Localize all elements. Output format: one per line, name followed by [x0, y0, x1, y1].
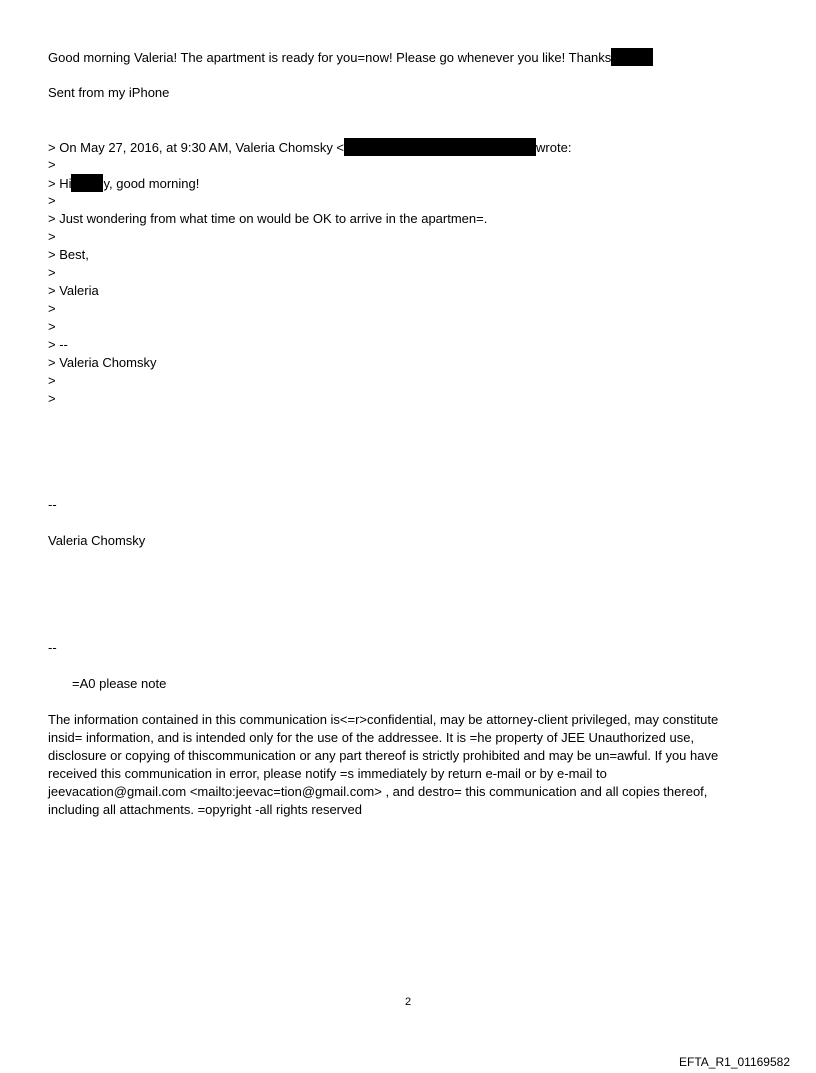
redaction-block — [344, 138, 536, 156]
reply-signature: Sent from my iPhone — [48, 85, 170, 100]
confidentiality-disclaimer — [48, 711, 768, 819]
quoted-line: > — [48, 229, 56, 244]
quoted-line: > Valeria — [48, 283, 99, 298]
quoted-line: > Just wondering from what time on would be OK to arrive in the apartmen=. — [48, 211, 488, 226]
disclaimer-line: insid= information, and is intended only for the use of the addressee. It is =he property of JEE Unauthorized use, — [48, 730, 695, 745]
disclaimer-line: including all attachments. =opyright -all rights reserved — [48, 802, 362, 817]
reply-greeting-line — [48, 48, 653, 67]
signature-separator: -- — [48, 640, 57, 655]
quoted-line: > — [48, 301, 56, 316]
redaction-block — [71, 174, 103, 192]
reply-greeting-text: Good morning Valeria! The apartment is ready for you=now! Please go whenever you like! Thanks — [48, 50, 612, 65]
quoted-line: > — [48, 193, 56, 208]
quoted-header-start: > On May 27, 2016, at 9:30 AM, Valeria Chomsky < — [48, 140, 345, 155]
quoted-line: > Valeria Chomsky — [48, 355, 157, 370]
quoted-hi-start: > Hi — [48, 176, 72, 191]
document-id: EFTA_R1_01169582 — [679, 1055, 790, 1069]
quoted-line: > — [48, 391, 56, 406]
quoted-hi-line — [48, 174, 199, 193]
disclaimer-line: disclosure or copying of thiscommunication or any part thereof is strictly prohibited and may be un=awful. If you have — [48, 748, 719, 763]
disclaimer-line: jeevacation@gmail.com <mailto:jeevac=tion@gmail.com> , and destro= this communication and all copies thereof, — [48, 784, 708, 799]
please-note: =A0 please note — [72, 676, 167, 691]
page-number: 2 — [404, 996, 412, 1008]
quoted-line: > — [48, 265, 56, 280]
quoted-line: > — [48, 373, 56, 388]
quoted-header-end: wrote: — [536, 140, 572, 155]
quoted-line: > — [48, 319, 56, 334]
quoted-hi-end: y, good morning! — [103, 176, 200, 191]
signature-name: Valeria Chomsky — [48, 533, 146, 548]
quoted-line: > -- — [48, 337, 68, 352]
redaction-block — [611, 48, 653, 66]
signature-separator: -- — [48, 497, 57, 512]
disclaimer-line: received this communication in error, please notify =s immediately by return e-mail or by e-mail to — [48, 766, 607, 781]
disclaimer-line: The information contained in this communication is<=r>confidential, may be attorney-client privileged, may constitute — [48, 712, 719, 727]
quoted-line: > — [48, 157, 56, 172]
quoted-line: > Best, — [48, 247, 89, 262]
quoted-header-line — [48, 138, 571, 157]
